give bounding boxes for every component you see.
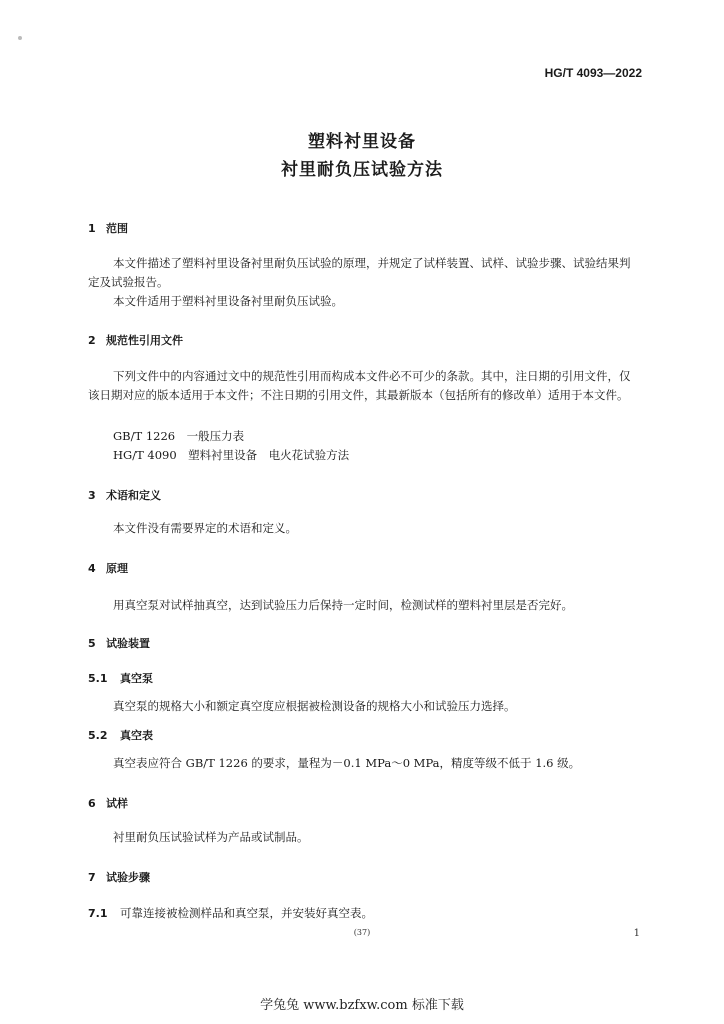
step-7-1 bbox=[88, 905, 373, 921]
section-number: 2 bbox=[88, 334, 96, 347]
section-5-2-heading bbox=[88, 727, 153, 743]
title-line-1: 塑料衬里设备 bbox=[308, 132, 416, 152]
step-text: 可靠连接被检测样品和真空泵，并安装好真空表。 bbox=[120, 906, 373, 920]
section-6-heading bbox=[88, 795, 128, 811]
section-title: 试验步骤 bbox=[106, 871, 150, 884]
section-title: 试样 bbox=[106, 797, 128, 810]
section-number: 1 bbox=[88, 222, 96, 235]
subsection-number: 5.1 bbox=[88, 672, 108, 685]
section-number: 7 bbox=[88, 871, 96, 884]
section-title: 规范性引用文件 bbox=[106, 334, 183, 347]
reference-gb-t-1226: GB/T 1226 一般压力表 bbox=[113, 429, 245, 443]
section-number: 6 bbox=[88, 797, 96, 810]
subsection-title: 真空表 bbox=[120, 729, 153, 742]
footer-watermark: 学兔兔 www.bzfxw.com 标准下载 bbox=[260, 998, 464, 1013]
section-title: 原理 bbox=[106, 562, 128, 575]
step-number: 7.1 bbox=[88, 907, 108, 920]
section-7-heading bbox=[88, 869, 150, 885]
section-title: 试验装置 bbox=[106, 637, 150, 650]
section-4-heading bbox=[88, 560, 128, 576]
page-sequence: (37) bbox=[353, 928, 371, 937]
section-5-2-paragraph: 真空表应符合 GB/T 1226 的要求，量程为－0.1 MPa～0 MPa，精度等级不低于 1.6 级。 bbox=[113, 756, 581, 770]
page-number: 1 bbox=[633, 928, 640, 939]
section-2-paragraph-1: 下列文件中的内容通过文中的规范性引用而构成本文件必不可少的条款。其中，注日期的引用文件，仅该日期对应的版本适用于本文件；不注日期的引用文件，其最新版本（包括所有的修改单）适用于本文件。 bbox=[88, 369, 631, 402]
section-5-1-heading bbox=[88, 670, 153, 686]
subsection-number: 5.2 bbox=[88, 729, 108, 742]
section-number: 4 bbox=[88, 562, 96, 575]
section-1-paragraph-2: 本文件适用于塑料衬里设备衬里耐负压试验。 bbox=[113, 294, 343, 308]
section-5-heading bbox=[88, 635, 150, 651]
section-number: 5 bbox=[88, 637, 96, 650]
section-6-paragraph-1: 衬里耐负压试验试样为产品或试制品。 bbox=[113, 830, 309, 844]
standard-code: HG/T 4093—2022 bbox=[544, 66, 642, 80]
reference-hg-t-4090: HG/T 4090 塑料衬里设备 电火花试验方法 bbox=[113, 448, 350, 462]
section-3-heading bbox=[88, 487, 161, 503]
title-line-2: 衬里耐负压试验方法 bbox=[281, 160, 443, 180]
section-title: 术语和定义 bbox=[106, 489, 161, 502]
section-2-heading bbox=[88, 332, 183, 348]
section-1-paragraph-1: 本文件描述了塑料衬里设备衬里耐负压试验的原理，并规定了试样装置、试样、试验步骤、试验结果判定及试验报告。 bbox=[88, 256, 631, 289]
scan-mark bbox=[18, 36, 22, 40]
section-3-paragraph-1: 本文件没有需要界定的术语和定义。 bbox=[113, 521, 297, 535]
subsection-title: 真空泵 bbox=[120, 672, 153, 685]
section-1-heading bbox=[88, 220, 128, 236]
section-title: 范围 bbox=[106, 222, 128, 235]
section-5-1-paragraph: 真空泵的规格大小和额定真空度应根据被检测设备的规格大小和试验压力选择。 bbox=[113, 699, 516, 713]
section-4-paragraph-1: 用真空泵对试样抽真空，达到试验压力后保持一定时间，检测试样的塑料衬里层是否完好。 bbox=[113, 598, 573, 612]
section-number: 3 bbox=[88, 489, 96, 502]
